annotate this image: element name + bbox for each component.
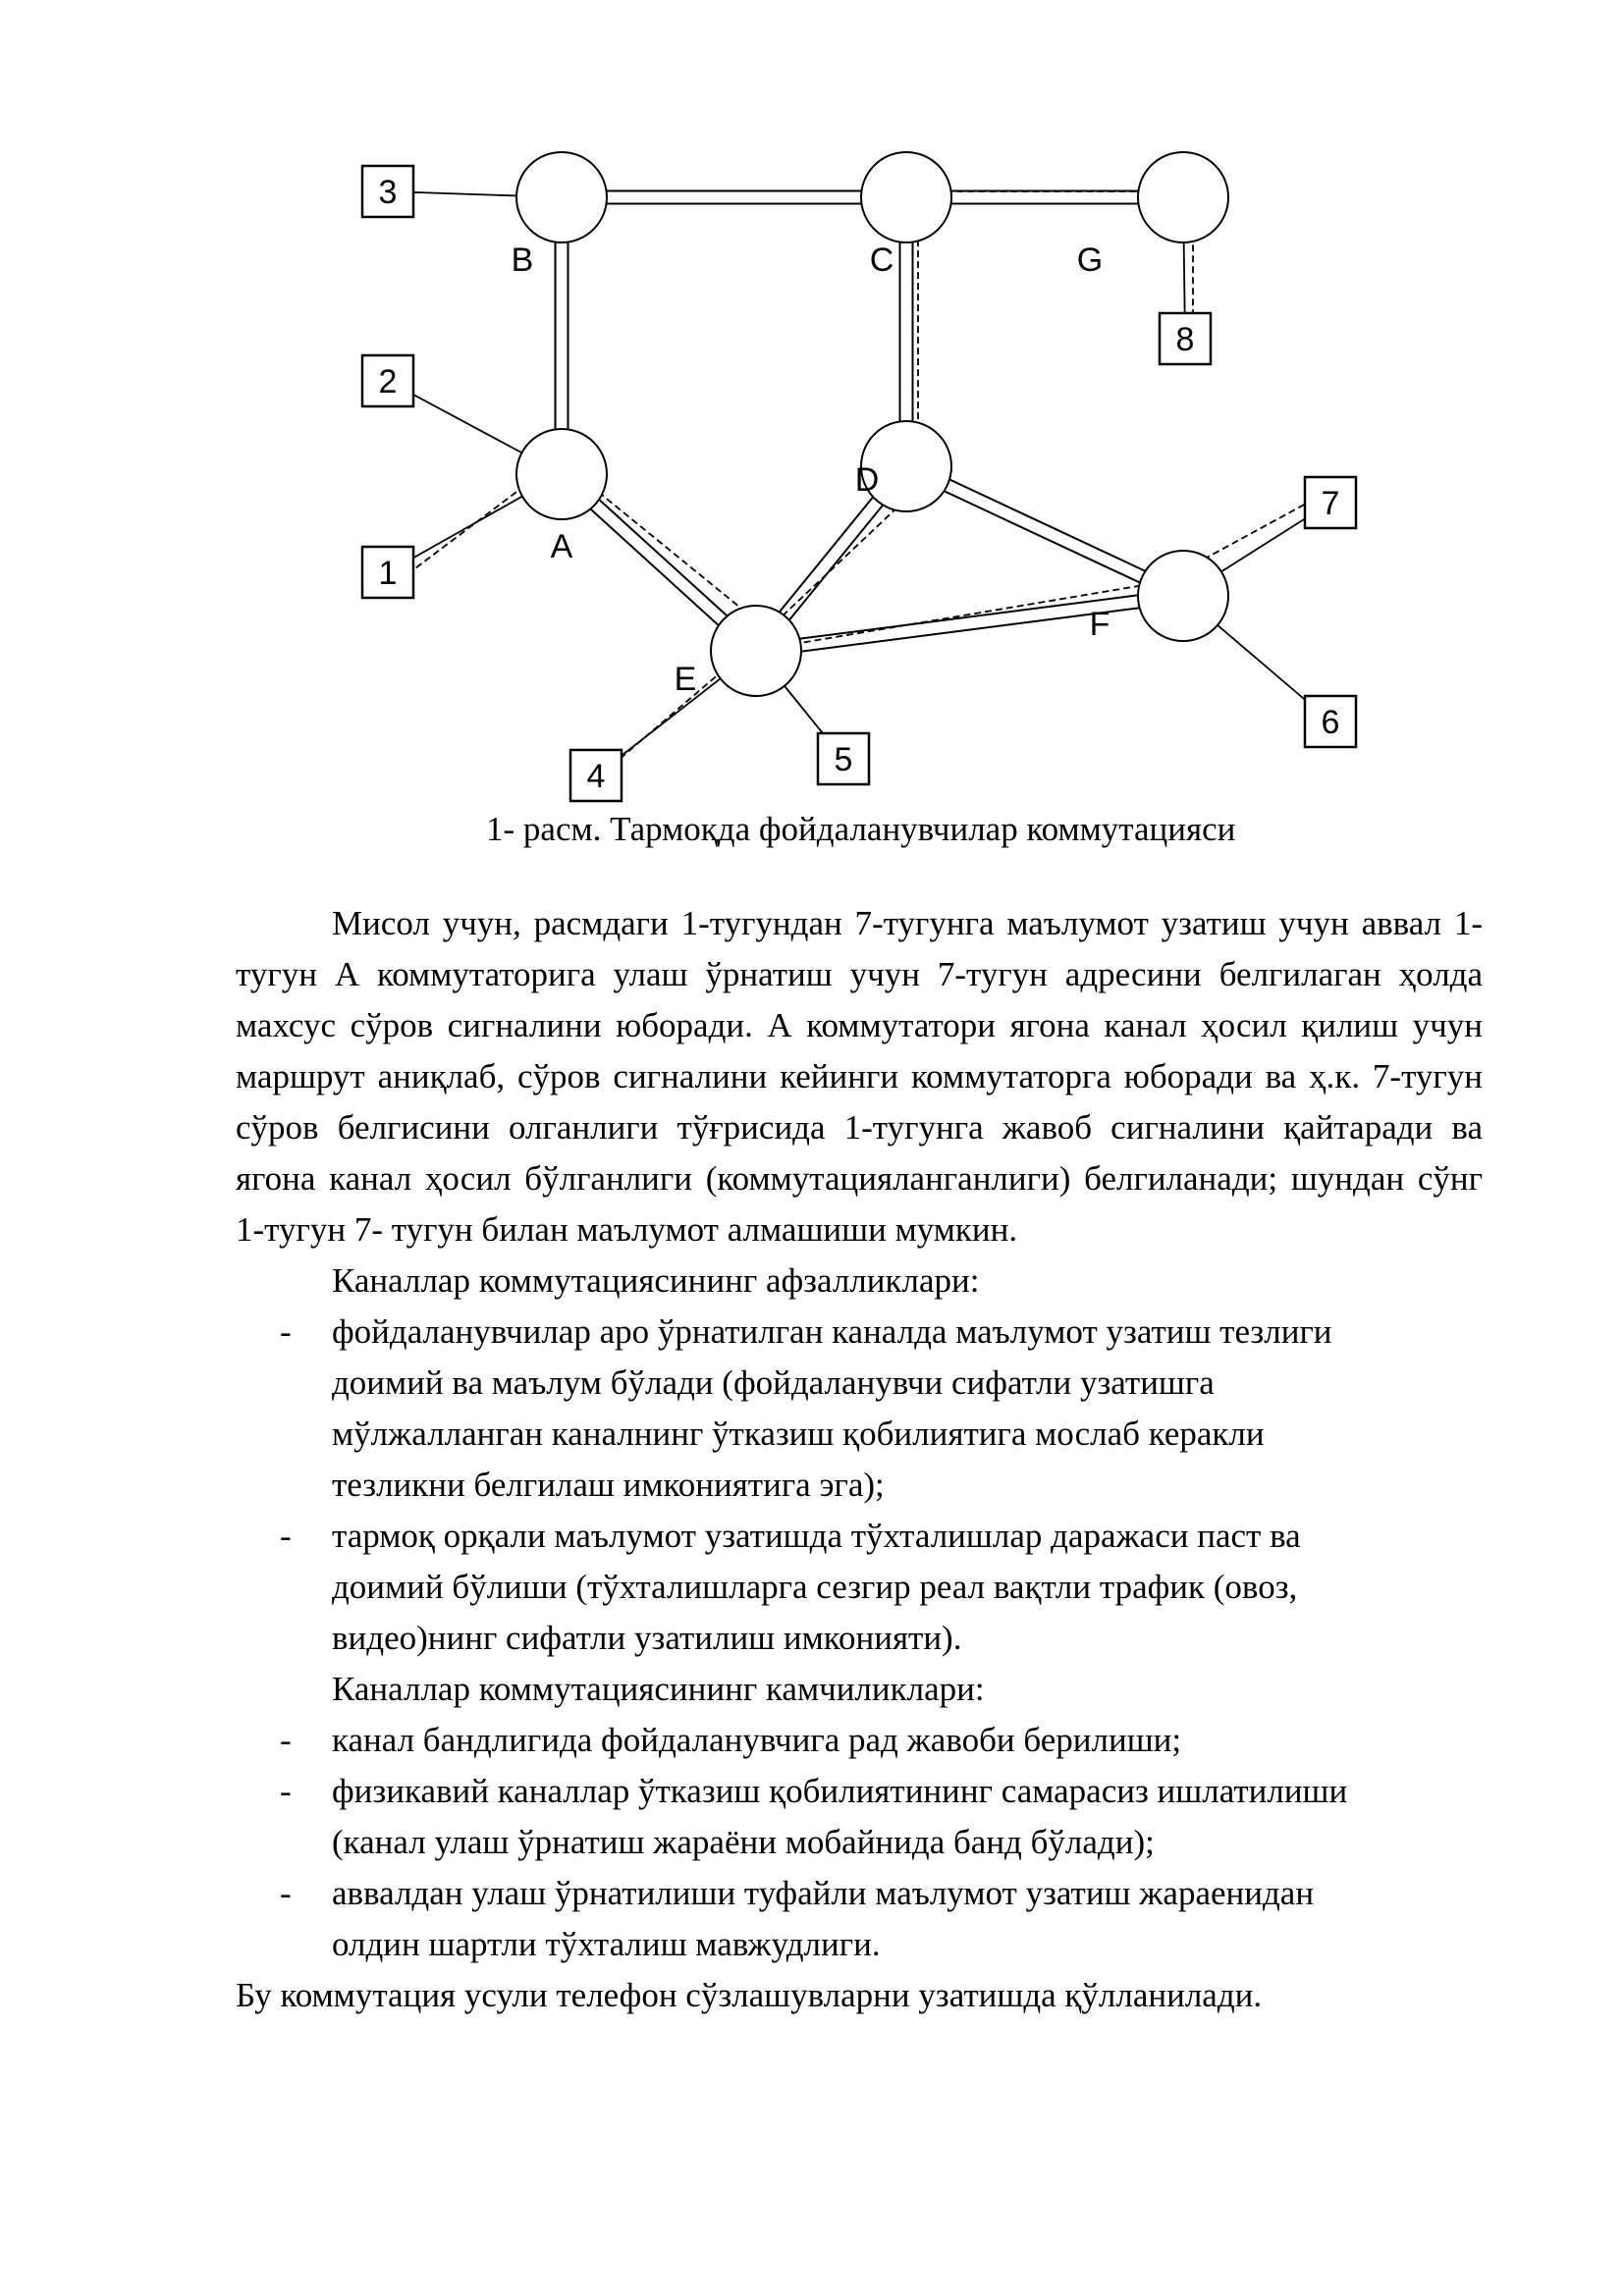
node-label-b: B (511, 241, 534, 279)
list-item (236, 1307, 1483, 1511)
trunk-link-core (756, 596, 1183, 651)
p1-line: коммутаторга юборади ва ҳ.к. 7-тугун сўров белгисини олганлиги (236, 1057, 1484, 1147)
item-line: тезликни белгилаш имкониятига эга); (332, 1466, 885, 1504)
terminal-label-8: 8 (1175, 321, 1195, 358)
body-text (236, 898, 1483, 2021)
node-label-e: E (674, 661, 697, 698)
node-a (516, 429, 607, 519)
list-item (236, 1715, 1483, 1766)
node-b (516, 152, 607, 242)
disadvantages-list (236, 1715, 1483, 1970)
advantages-heading: Каналлар коммутациясининг афзалликлари: (332, 1261, 980, 1300)
node-label-d: D (854, 461, 880, 499)
item-line: аввалдан улаш ўрнатилиши туфайли маълумот узатиш жараенидан (332, 1874, 1315, 1912)
network-diagram (353, 152, 1340, 820)
item-line: фойдаланувчилар аро ўрнатилган каналда маълумот узатиш тезлиги (332, 1312, 1332, 1351)
node-c (861, 152, 951, 242)
item-line: канал бандлигида фойдаланувчига рад жавоби берилиши; (332, 1721, 1182, 1759)
node-f (1138, 551, 1228, 641)
p1-line: тўғрисида 1-тугунга жавоб сигналини қайтаради ва ягона канал ҳосил (236, 1108, 1483, 1198)
node-label-g: G (1076, 241, 1104, 279)
p1-line: бўлганлиги (коммутацияланганлиги) белгиланади; шундан сўнг 1-тугун 7- (236, 1159, 1483, 1249)
node-label-a: A (550, 528, 573, 565)
terminal-label-3: 3 (378, 174, 398, 211)
p1-line: тугун билан маълумот алмашиши мумкин. (391, 1210, 1018, 1249)
list-dash: - (280, 1517, 292, 1555)
terminal-label-6: 6 (1321, 704, 1340, 741)
item-line: олдин шартли тўхталиш мавжудлиги. (332, 1925, 881, 1963)
list-dash: - (280, 1721, 292, 1759)
item-line: мўлжалланган каналнинг ўтказиш қобилиятига мослаб керакли (332, 1415, 1265, 1453)
advantages-list (236, 1307, 1483, 1664)
paragraph-1 (236, 898, 1483, 1255)
terminal-label-4: 4 (586, 758, 606, 795)
disadvantages-heading: Каналлар коммутациясининг камчиликлари: (332, 1670, 985, 1708)
list-dash: - (280, 1312, 292, 1351)
list-dash: - (280, 1772, 292, 1810)
item-line: физикавий каналлар ўтказиш қобилиятининг самарасиз ишлатилиши (332, 1772, 1348, 1810)
terminal-label-1: 1 (378, 555, 398, 592)
list-item (236, 1511, 1483, 1664)
p1-line: Мисол учун, расмдаги 1-тугундан 7-тугунга маълумот узатиш учун (332, 904, 1349, 942)
node-label-f: F (1089, 606, 1110, 643)
node-e (711, 606, 801, 696)
p1-line: канал ҳосил қилиш учун маршрут аниқлаб, сўров сигналини кейинги (236, 1006, 1483, 1095)
list-item (236, 1766, 1483, 1868)
p1-line: аввал 1-тугун А коммутаторига улаш ўрнатиш учун 7-тугун адресини (236, 904, 1484, 993)
node-g (1138, 152, 1228, 242)
p1-line: белгилаган ҳолда махсус сўров сигналини юборади. А коммутатори ягона (236, 955, 1484, 1044)
terminal-label-7: 7 (1321, 485, 1340, 522)
item-line: доимий бўлиши (тўхталишларга сезгир реал вақтли трафик (овоз, (332, 1568, 1298, 1606)
closing-sentence: Бу коммутация усули телефон сўзлашувларни узатишда қўлланилади. (236, 1976, 1263, 2014)
list-dash: - (280, 1874, 292, 1912)
item-line: доимий ва маълум бўлади (фойдаланувчи сифатли узатишга (332, 1363, 1215, 1402)
terminal-label-5: 5 (834, 741, 853, 778)
item-line: (канал улаш ўрнатиш жараёни мобайнида банд бўлади); (332, 1823, 1155, 1861)
node-label-c: C (869, 241, 894, 279)
diagram-nodes (516, 152, 1228, 696)
item-line: тармоқ орқали маълумот узатишда тўхталишлар даражаси паст ва (332, 1517, 1301, 1555)
terminal-label-2: 2 (378, 363, 398, 400)
list-item (236, 1868, 1483, 1970)
item-line: видео)нинг сифатли узатилиш имконияти). (332, 1619, 962, 1657)
